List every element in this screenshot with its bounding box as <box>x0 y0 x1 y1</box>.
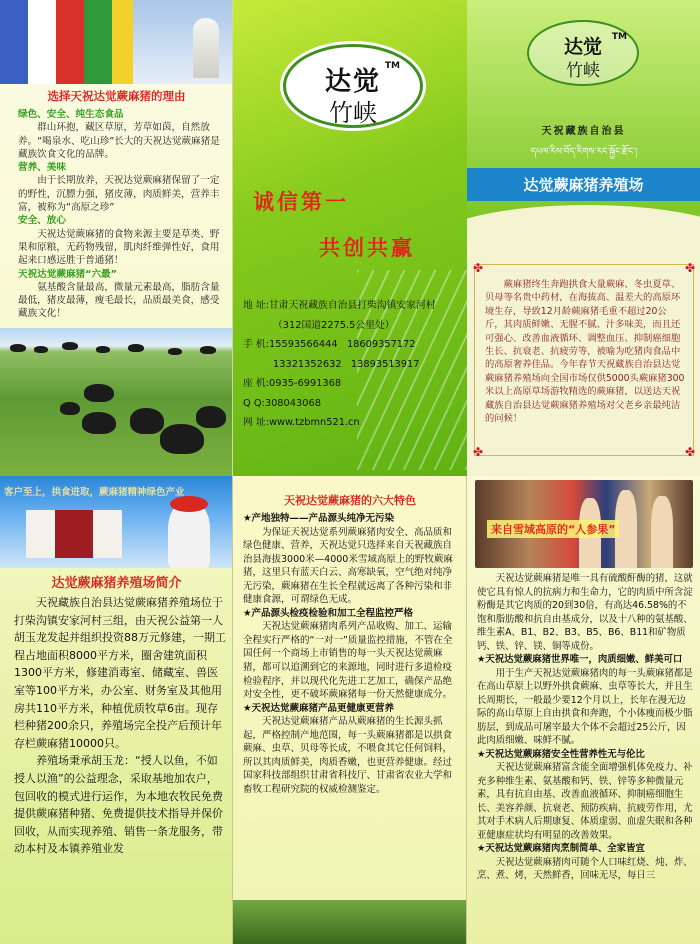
reason-heading: 绿色、安全、纯生态食品 <box>18 109 124 120</box>
feature-text: 天祝达觉蕨麻猪肉系列产品收购、加工、运输全程实行严格的“一对一”质量监控措施，不管在全国任何一个商场上市销售的每一头天祝达觉蕨麻猪，都可以追溯到它的来源地，同时进行多道检疫检验程序，并以现代化先进工艺加工，确保产品绝对安全性，更不破坏蕨麻猪每一份天然健康成分。 <box>243 621 453 701</box>
reasons-panel <box>0 0 233 476</box>
feature-text: 天祝达觉蕨麻猪产品从蕨麻猪的生长源头抓起，严格控制产地范围，每一头蕨麻猪都是以拱食蕨麻、虫草、贝母等长成，不喂食其它任何饲料，所以其肉质鲜美，肉质香嫩，也更营养健康。经过国家科技部组织甘肃省科技厅、甘肃省农业大学和畜牧工程研究院的权威检测鉴定。 <box>243 716 453 795</box>
slogan-integrity: 诚信第一 <box>253 189 349 214</box>
nutrition-panel <box>467 476 700 944</box>
reason-heading: 安全、放心 <box>18 215 66 227</box>
phone-number[interactable]: 15593566444 <box>269 339 338 350</box>
profile-paragraph: 天祝藏族自治县达觉蕨麻猪养殖场位于打柴沟镇安家河村三组，由天祝公益第一人胡玉龙发起并组织投资88万元修建，一期工程占地面积8000平方米，圈舍建筑面积1300平方米，修建消毒室、储藏室、兽医室等100平方米，办公室、财务室及其他用房共110平方米，种植优质牧草6亩。现存栏种猪200余只，养殖场完全投产后预计年存栏蕨麻猪10000只。 <box>14 596 226 750</box>
pigs-photo <box>233 900 467 944</box>
mural-caption: 来自雪域高原的“人参果” <box>487 520 619 538</box>
nutrition-heading: ★天祝达觉蕨麻猪世界唯一，肉质细嫩、鲜美可口 <box>477 654 683 665</box>
corner-ornament-icon: ✤ <box>473 261 484 275</box>
phone-number[interactable]: 18609357172 <box>346 339 416 350</box>
farm-profile-panel <box>0 476 233 944</box>
profile-title: 达觉蕨麻猪养殖场简介 <box>51 576 182 591</box>
features-title: 天祝达觉蕨麻猪的六大特色 <box>284 494 416 507</box>
nutrition-paragraph: 用于生产天祝达觉蕨麻猪肉的每一头蕨麻猪都是在高山草原上以野外拱食蕨麻、虫草等长大，并且生长周期长，一般最少要12个月以上，长年在漫无边际的高山草原上自由拱食和奔跑，个小体瘦而极少脂肪层，到成品可屠宰最大个体不会超过25公斤，因此肉质细嫩、味鲜不腻。 <box>477 667 693 746</box>
features-panel <box>233 476 467 944</box>
corner-ornament-icon: ✤ <box>684 261 695 275</box>
corner-ornament-icon: ✤ <box>684 445 695 459</box>
reasons-title: 选择天祝达觉蕨麻猪的理由 <box>47 89 186 103</box>
nutrition-paragraph: 天祝达觉蕨麻猪富含能全面增强机体免疫力、补充多种维生素、氨基酸和钙、铁、锌等多种微量元素，具有抗自由基、改善血液循环、抑制癌细胞生长、美容养颜、抗衰老、预防疾病、抗疲劳作用，尤其对手术病人后期康复、体质虚弱、血虚失眠和各种亚健康症状均有明显的改善效果。 <box>477 762 693 841</box>
farm-title: 达觉蕨麻猪养殖场 <box>467 168 700 201</box>
reason-heading: 天祝达觉蕨麻猪“六最” <box>18 268 117 280</box>
county-name: 天祝藏族自治县 <box>541 126 626 137</box>
brand-logo-small: 达觉 竹峡 TM <box>527 20 639 86</box>
phone-number[interactable]: 13321352632 <box>273 358 342 370</box>
nutrition-heading: ★天祝达觉蕨麻猪肉烹制简单、全家皆宜 <box>477 843 645 854</box>
slogan-win-win: 共创共赢 <box>319 235 415 260</box>
nutrition-body <box>477 572 693 883</box>
reasons-body <box>18 108 224 321</box>
phone-number[interactable]: 13893513917 <box>350 358 420 370</box>
qq-number[interactable]: 308043068 <box>264 397 321 409</box>
address-text: 甘肃天祝藏族自治县打柴沟镇安家河村 <box>269 300 436 311</box>
feature-heading: ★产地独特——产品源头纯净无污染 <box>243 513 395 524</box>
cover-panel <box>233 0 467 476</box>
contact-info: 地 址:甘肃天祝藏族自治县打柴沟镇安家河村 （312国道2275.5公里处） 手 机:15593566444 18609357172 13321352632 13893513917 座 机:0935-6991368 Q Q:308043068 网 址:www.tzbmn521.cn <box>243 300 436 428</box>
brand-logo: 达觉 竹峡 TM <box>283 44 423 128</box>
farm-description: 蕨麻猪终生奔跑拱食大量蕨麻、冬虫夏草、贝母等名贵中药材，在海拔高、温差大的高原环境生存，导致12月龄蕨麻猪毛重不超过20公斤，其肉质鲜嫩、无腥不腻、汁多味美，而且还可强心、改善血液循环、调整血压、抑制癌细胞生长、抗衰老、抗疲劳等，被喻为吃猪肉食品中的高原奢养佳品。今年春节天祝藏族自治县达觉蕨麻猪养殖场向全国市场仅供5000头蕨麻猪300米以上高原草场游牧精选的蕨麻猪，以送达天祝藏族自治县达觉蕨麻猪养殖场对父老乡亲最纯洁的问候！ <box>485 279 685 425</box>
landline-number[interactable]: 0935-6991368 <box>269 378 342 389</box>
corner-ornament-icon: ✤ <box>473 445 484 459</box>
reason-text: 氨基酸含量最高，微量元素最高，脂肪含量最低，猪皮最薄，瘦毛最长，品质最美食，感受藏族文化！ <box>18 281 220 320</box>
nutrition-paragraph: 天祝达觉蕨麻猪是唯一具有硫酸酐酶的猪，这就使它具有惊人的抗病力和生命力，它的肉质中所含淀粉酶是其它肉质的20到30倍，有高达46.58%的不饱和脂肪酸和抗自由基成分，以及十八种的氨基酸、维生素A、B1、B2、B3、B5、B6、B11和矿物质钙、铁、锌、镁、铜等成份。 <box>477 573 693 652</box>
reason-text: 由于长期放养，天祝达觉蕨麻猪保留了一定的野性，沉膘力强，猪皮薄，肉质鲜美，营养丰富，被称为“高原之珍” <box>18 175 220 214</box>
reason-heading: 营养、美味 <box>18 162 66 174</box>
prayer-flags-photo <box>0 0 233 84</box>
tibetan-text: དཔལ་རིས་བོད་རིགས་རང་སྐྱོང་རྫོང་། <box>530 147 638 157</box>
profile-paragraph: 养殖场秉承胡玉龙：“授人以鱼，不如授人以渔”的公益理念，采取基地加农户，包回收的模式进行运作，为本地农牧民免费提供蕨麻猪种猪、免费提供技术指导并保价回收，从而实现养殖、销售一条龙服务，带动本村及本镇养殖业发 <box>14 754 223 856</box>
farm-intro-panel <box>467 0 700 476</box>
feature-heading: ★产品源头检疫检验和加工全程监控严格 <box>243 607 414 619</box>
stupa-icon <box>193 18 219 78</box>
pigs-grazing-photo <box>0 328 233 476</box>
profile-body <box>14 594 226 858</box>
nutrition-paragraph: 天祝达觉蕨麻猪肉可随个人口味红烧、炖、炸、烹、煮、烤，天然鲜香，回味无尽，每日三 <box>477 856 693 881</box>
feature-heading: ★天祝达觉蕨麻猪产品更健康更营养 <box>243 702 395 714</box>
nutrition-heading: ★天祝达觉蕨麻猪安全性营养性无与伦比 <box>477 748 645 760</box>
reason-text: 天祝达觉蕨麻猪的食物来源主要是草类、野果和原粮，无药物残留，肌肉纤维弹性好，食用起来口感远胜于普通猪！ <box>18 228 220 267</box>
website-link[interactable]: www.tzbmn521.cn <box>269 417 360 428</box>
motto-text: 客户至上，拱食进取，蕨麻猪精神绿色产业 <box>4 487 185 498</box>
features-body <box>243 512 459 796</box>
feature-text: 为保证天祝达觉系列蕨麻猪肉安全、高品质和绿色健康、营养，天祝达觉只选择来自天祝藏族自治县海拔3000米—4000米雪域高原上的野牧蕨麻猪，这里只有蓝天白云、高寒缺氧，空气绝对纯净无污染，蕨麻猪在生长全程就远离了各种污染和非健康食源，可谓绿色无成。 <box>243 526 453 606</box>
reason-text: 群山环抱，藏区草原，芳草如茵，自然放养。“喝泉水、吃山珍”长大的天祝达觉蕨麻猪是藏族饮食文化的品牌。 <box>18 122 220 160</box>
